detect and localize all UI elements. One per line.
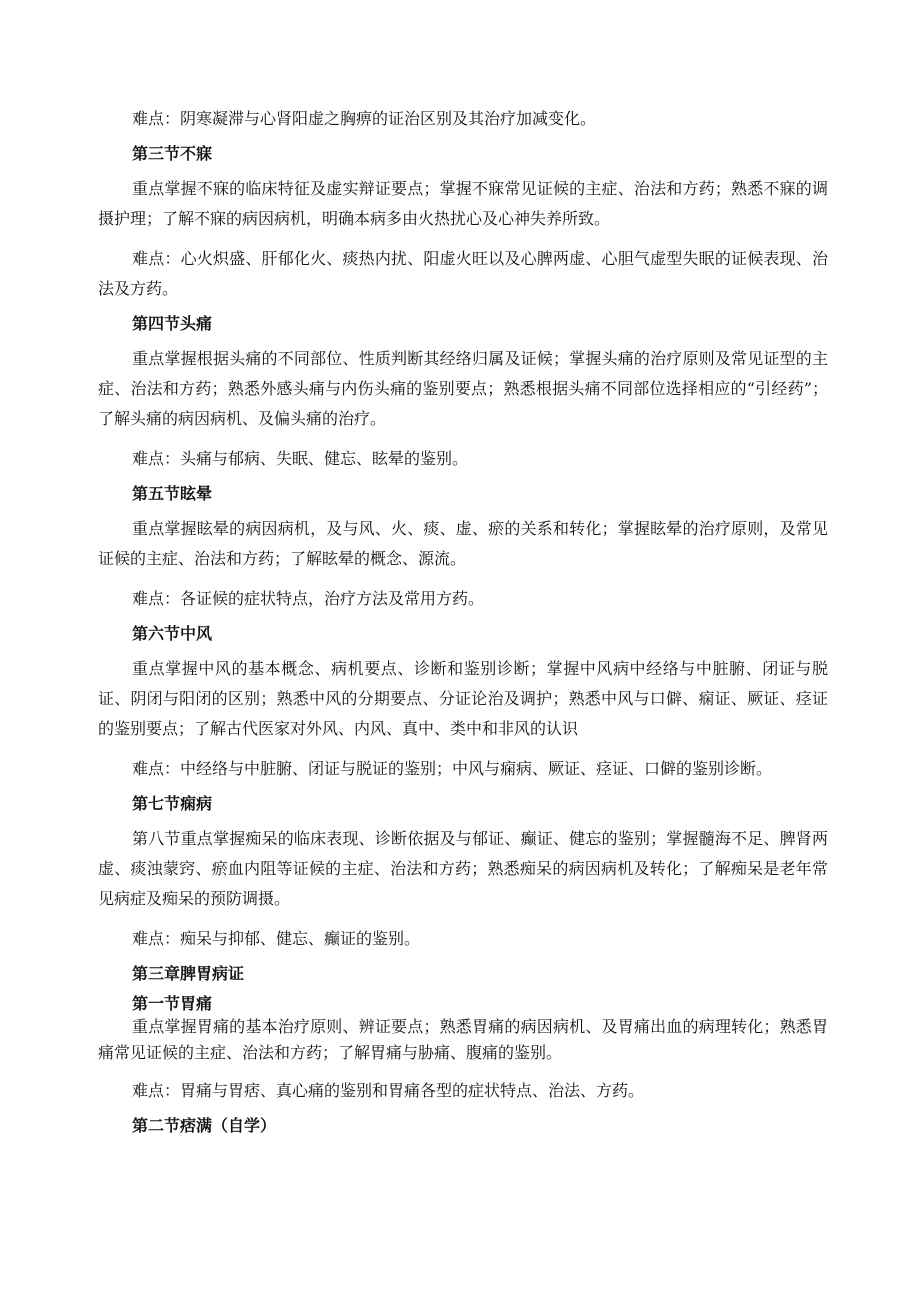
paragraph-vertigo-difficulty: 难点：各证候的症状特点，治疗方法及常用方药。 bbox=[132, 589, 485, 608]
section-heading-stroke: 第六节中风 bbox=[132, 624, 213, 643]
paragraph-vertigo-key-points: 重点掌握眩晕的病因病机，及与风、火、痰、虚、瘀的关系和转化；掌握眩晕的治疗原则，及常见证候的主症、治法和方药；了解眩晕的概念、源流。 bbox=[98, 519, 828, 568]
paragraph-stroke-key-points: 重点掌握中风的基本概念、病机要点、诊断和鉴别诊断；掌握中风病中经络与中脏腑、闭证与脱证、阴闭与阳闭的区别；熟悉中风的分期要点、分证论治及调护；熟悉中风与口僻、痫证、厥证、痉证的鉴别要点；了解古代医家对外风、内风、真中、类中和非风的认识 bbox=[98, 659, 828, 738]
paragraph-insomnia-difficulty: 难点：心火炽盛、肝郁化火、痰热内扰、阳虚火旺以及心脾两虚、心胆气虚型失眠的证候表现、治法及方药。 bbox=[98, 249, 828, 298]
section-heading-vertigo: 第五节眩晕 bbox=[132, 484, 213, 503]
section-heading-stomachache: 第一节胃痛 bbox=[132, 994, 213, 1013]
section-heading-epilepsy: 第七节痫病 bbox=[132, 794, 213, 813]
section-heading-headache: 第四节头痛 bbox=[132, 314, 213, 333]
paragraph-headache-difficulty: 难点：头痛与郁病、失眠、健忘、眩晕的鉴别。 bbox=[132, 449, 469, 468]
paragraph-difficulty-chest-bi: 难点：阴寒凝滞与心肾阳虚之胸痹的证治区别及其治疗加减变化。 bbox=[132, 109, 597, 128]
paragraph-headache-key-points: 重点掌握根据头痛的不同部位、性质判断其经络归属及证候；掌握头痛的治疗原则及常见证型的主症、治法和方药；熟悉外感头痛与内伤头痛的鉴别要点；熟悉根据头痛不同部位选择相应的“引经药”；了解头痛的病因病机、及偏头痛的治疗。 bbox=[98, 349, 828, 428]
chapter-heading-spleen-stomach: 第三章脾胃病证 bbox=[132, 964, 245, 983]
paragraph-dementia-key-points: 第八节重点掌握痴呆的临床表现、诊断依据及与郁证、癫证、健忘的鉴别；掌握髓海不足、脾肾两虚、痰浊蒙窍、瘀血内阻等证候的主症、治法和方药；熟悉痴呆的病因病机及转化；了解痴呆是老年常见病症及痴呆的预防调摄。 bbox=[98, 829, 828, 908]
paragraph-stomachache-key-points: 重点掌握胃痛的基本治疗原则、辨证要点；熟悉胃痛的病因病机、及胃痛出血的病理转化；熟悉胃痛常见证候的主症、治法和方药；了解胃痛与胁痛、腹痛的鉴别。 bbox=[98, 1017, 828, 1062]
paragraph-insomnia-key-points: 重点掌握不寐的临床特征及虚实辩证要点；掌握不寐常见证候的主症、治法和方药；熟悉不寐的调摄护理；了解不寐的病因病机，明确本病多由火热扰心及心神失养所致。 bbox=[98, 179, 828, 228]
paragraph-dementia-difficulty: 难点：痴呆与抑郁、健忘、癫证的鉴别。 bbox=[132, 929, 421, 948]
paragraph-stroke-difficulty: 难点：中经络与中脏腑、闭证与脱证的鉴别；中风与痫病、厥证、痉证、口僻的鉴别诊断。 bbox=[132, 759, 773, 778]
document-page bbox=[98, 104, 828, 1136]
paragraph-stomachache-difficulty: 难点：胃痛与胃痞、真心痛的鉴别和胃痛各型的症状特点、治法、方药。 bbox=[132, 1081, 645, 1100]
section-heading-fullness: 第二节痞满（自学） bbox=[132, 1116, 277, 1135]
section-heading-insomnia: 第三节不寐 bbox=[132, 144, 213, 163]
